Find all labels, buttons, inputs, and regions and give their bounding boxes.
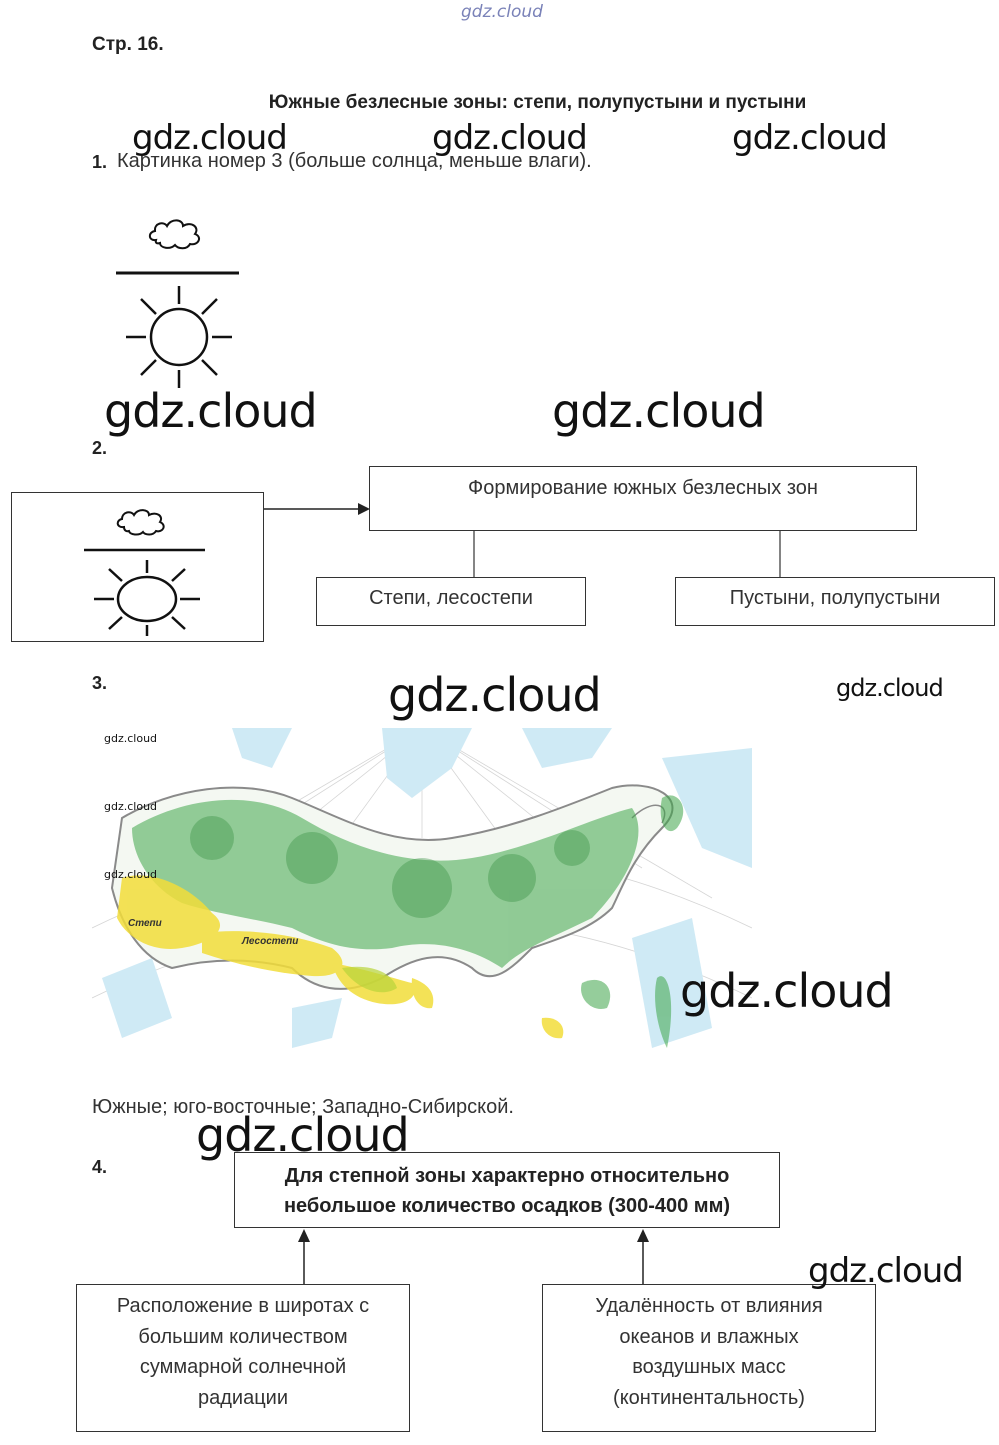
watermark: gdz.cloud — [808, 1251, 963, 1291]
cloud-icon — [150, 220, 199, 248]
task-1-number: 1. — [92, 152, 108, 172]
map-label-steppe: Степи — [128, 918, 162, 929]
map-watermark: gdz.cloud — [104, 800, 158, 813]
continentality-line-1: Удалённость от влияния — [595, 1295, 823, 1317]
continentality-line-3: воздушных масс — [632, 1356, 786, 1378]
map-label-forest-steppe: Лесостепи — [242, 936, 299, 947]
continentality-box — [542, 1284, 876, 1432]
watermark: gdz.cloud — [132, 118, 287, 158]
task-2-number: 2. — [92, 438, 108, 458]
latitude-line-1: Расположение в широтах с — [116, 1295, 370, 1317]
vegetation-map — [92, 728, 752, 1060]
formation-title-box — [369, 466, 917, 531]
watermark-top: gdz.cloud — [461, 2, 543, 22]
map-watermark: gdz.cloud — [104, 732, 158, 745]
latitude-box — [76, 1284, 410, 1432]
precipitation-line-1: Для степной зоны характерно относительно — [284, 1165, 730, 1187]
watermark: gdz.cloud — [104, 384, 317, 438]
page-number: Стр. 16. — [92, 34, 164, 55]
arrow-icon — [290, 1228, 660, 1286]
latitude-line-3: суммарной солнечной — [139, 1356, 347, 1378]
page-title: Южные безлесные зоны: степи, полупустыни и пустыни — [268, 92, 807, 113]
task-1-answer: Картинка номер 3 (больше солнца, меньше влаги). — [117, 150, 592, 172]
steppe-box — [316, 577, 586, 626]
precipitation-line-2: небольшое количество осадков (300-400 мм) — [283, 1195, 731, 1217]
continentality-line-2: океанов и влажных — [619, 1325, 799, 1348]
sun-icon — [126, 286, 232, 388]
cloud-icon — [118, 510, 164, 534]
watermark: gdz.cloud — [552, 384, 765, 438]
weather-fraction-icon — [110, 210, 250, 395]
map-graphic — [92, 728, 752, 1060]
climate-box — [11, 492, 264, 642]
precipitation-box — [234, 1152, 780, 1228]
task-4-number: 4. — [92, 1157, 108, 1177]
latitude-line-4: радиации — [197, 1386, 288, 1409]
task-3-answer: Южные; юго-восточные; Западно-Сибирской. — [92, 1096, 514, 1118]
watermark: gdz.cloud — [680, 964, 893, 1018]
latitude-line-2: большим количеством — [138, 1325, 348, 1348]
continentality-line-4: (континентальность) — [613, 1386, 805, 1409]
desert-box — [675, 577, 995, 626]
arrow-icon — [264, 500, 374, 520]
connector-lines — [470, 531, 790, 578]
watermark: gdz.cloud — [388, 668, 601, 722]
sun-icon — [94, 560, 200, 636]
steppe-label: Степи, лесостепи — [369, 587, 533, 609]
watermark: gdz.cloud — [196, 1108, 409, 1162]
watermark: gdz.cloud — [732, 118, 887, 158]
watermark: gdz.cloud — [432, 118, 587, 158]
formation-title-label: Формирование южных безлесных зон — [468, 477, 818, 499]
task-3-number: 3. — [92, 673, 108, 693]
desert-label: Пустыни, полупустыни — [729, 587, 941, 609]
map-watermark: gdz.cloud — [104, 868, 158, 881]
watermark: gdz.cloud — [836, 674, 943, 702]
